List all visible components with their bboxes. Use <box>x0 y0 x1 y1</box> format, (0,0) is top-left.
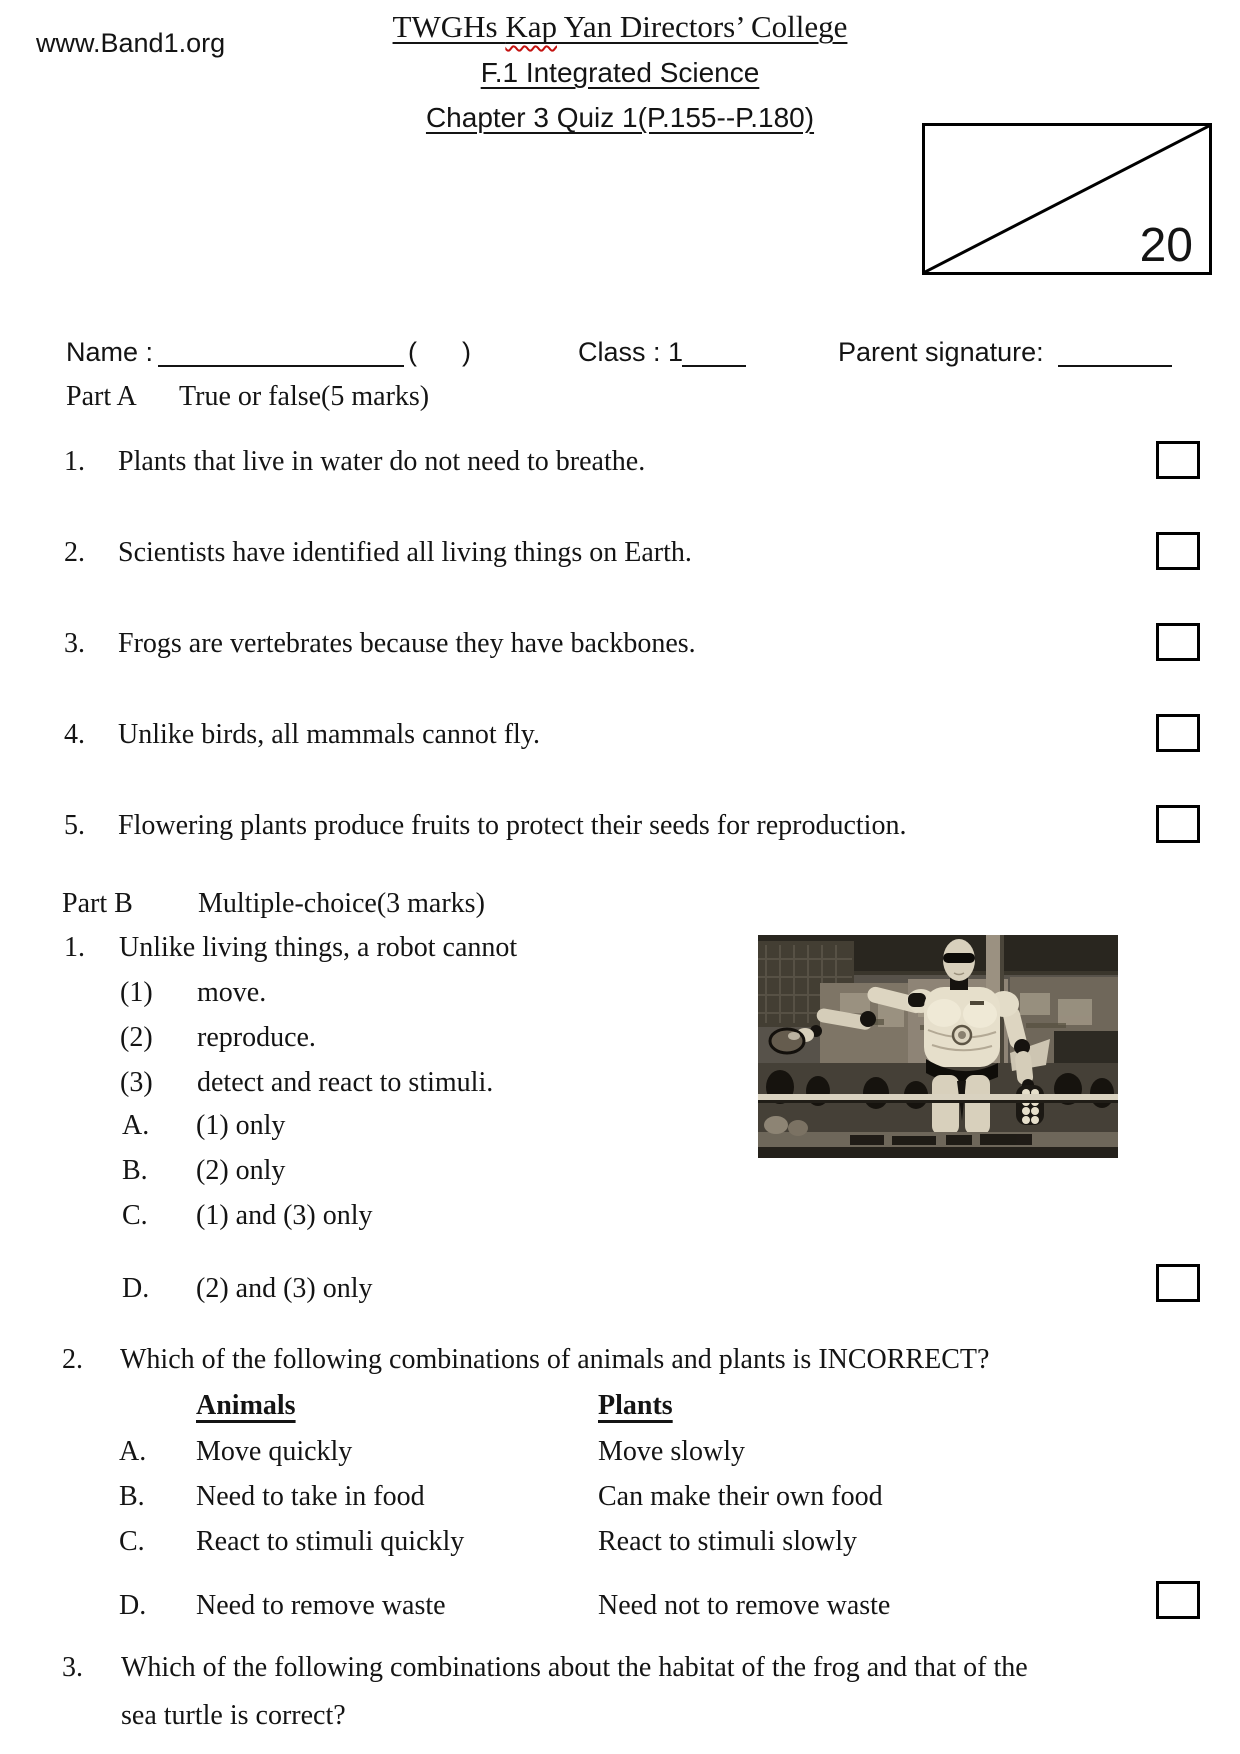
option-plant-text: Need not to remove waste <box>598 1590 891 1621</box>
answer-box-a4[interactable] <box>1156 714 1200 752</box>
question-text: Scientists have identified all living things on Earth. <box>118 537 692 568</box>
question-text: Flowering plants produce fruits to protect their seeds for reproduction. <box>118 810 907 841</box>
question-number: 4. <box>64 719 85 750</box>
option-animal-text: React to stimuli quickly <box>196 1526 465 1557</box>
class-label: Class : 1 <box>578 337 684 367</box>
option-letter: A. <box>119 1436 147 1467</box>
question-number: 3. <box>62 1652 83 1683</box>
option-letter: C. <box>122 1200 148 1231</box>
watermark: www.Band1.org <box>36 28 226 58</box>
answer-box-a2[interactable] <box>1156 532 1200 570</box>
question-text: Which of the following combinations of animals and plants is INCORRECT? <box>120 1344 990 1375</box>
statement-number: (2) <box>120 1022 153 1053</box>
option-text: (2) and (3) only <box>196 1273 373 1304</box>
question-number: 3. <box>64 628 85 659</box>
question-text: Unlike birds, all mammals cannot fly. <box>118 719 540 750</box>
question-text-line1: Which of the following combinations about the habitat of the frog and that of the <box>121 1652 1028 1683</box>
statement-text: reproduce. <box>197 1022 316 1053</box>
answer-box-a1[interactable] <box>1156 441 1200 479</box>
statement-number: (3) <box>120 1067 153 1098</box>
option-letter: A. <box>122 1110 150 1141</box>
question-number: 1. <box>64 932 85 963</box>
statement-number: (1) <box>120 977 153 1008</box>
option-text: (2) only <box>196 1155 286 1186</box>
question-number: 1. <box>64 446 85 477</box>
robot-photo <box>758 935 1118 1158</box>
score-total: 20 <box>1139 219 1193 272</box>
name-label: Name : <box>66 337 154 367</box>
subject-title: F.1 Integrated Science <box>480 57 760 88</box>
parent-signature-label: Parent signature: <box>838 337 1044 367</box>
option-animal-text: Need to remove waste <box>196 1590 446 1621</box>
answer-box-a3[interactable] <box>1156 623 1200 661</box>
part-a-title: True or false(5 marks) <box>179 381 430 412</box>
option-letter: C. <box>119 1526 145 1557</box>
school-name-spellcheck-word: Kap <box>505 9 557 44</box>
statement-text: move. <box>197 977 267 1008</box>
question-text: Unlike living things, a robot cannot <box>119 932 518 963</box>
class-blank[interactable] <box>682 339 746 367</box>
question-text: Frogs are vertebrates because they have backbones. <box>118 628 696 659</box>
column-header-plants: Plants <box>598 1390 673 1421</box>
school-name-pre: TWGHs <box>392 9 506 44</box>
school-name-post: Yan Directors’ College <box>557 9 848 44</box>
option-plant-text: Move slowly <box>598 1436 745 1467</box>
option-plant-text: Can make their own food <box>598 1481 883 1512</box>
question-number: 2. <box>64 537 85 568</box>
option-text: (1) only <box>196 1110 286 1141</box>
statement-text: detect and react to stimuli. <box>197 1067 494 1098</box>
answer-box-b1[interactable] <box>1156 1264 1200 1302</box>
class-paren-blank[interactable]: ( ) <box>408 337 471 367</box>
parent-signature-blank[interactable] <box>1058 339 1172 367</box>
option-letter: D. <box>122 1273 150 1304</box>
quiz-title: Chapter 3 Quiz 1(P.155--P.180) <box>425 102 815 133</box>
score-box[interactable] <box>922 123 1212 275</box>
school-name <box>0 9 1240 45</box>
part-b-label: Part B <box>62 888 133 919</box>
option-animal-text: Need to take in food <box>196 1481 425 1512</box>
part-a-label: Part A <box>66 381 137 412</box>
name-blank[interactable] <box>158 339 404 367</box>
question-text: Plants that live in water do not need to breathe. <box>118 446 646 477</box>
answer-box-a5[interactable] <box>1156 805 1200 843</box>
question-number: 2. <box>62 1344 83 1375</box>
option-animal-text: Move quickly <box>196 1436 353 1467</box>
option-plant-text: React to stimuli slowly <box>598 1526 857 1557</box>
robot-photo-illustration <box>758 935 1118 1158</box>
option-letter: B. <box>119 1481 145 1512</box>
option-letter: D. <box>119 1590 147 1621</box>
question-text-line2: sea turtle is correct? <box>121 1700 346 1731</box>
column-header-animals: Animals <box>196 1390 296 1421</box>
answer-box-b2[interactable] <box>1156 1581 1200 1619</box>
part-b-title: Multiple-choice(3 marks) <box>198 888 485 919</box>
question-number: 5. <box>64 810 85 841</box>
option-letter: B. <box>122 1155 148 1186</box>
option-text: (1) and (3) only <box>196 1200 373 1231</box>
